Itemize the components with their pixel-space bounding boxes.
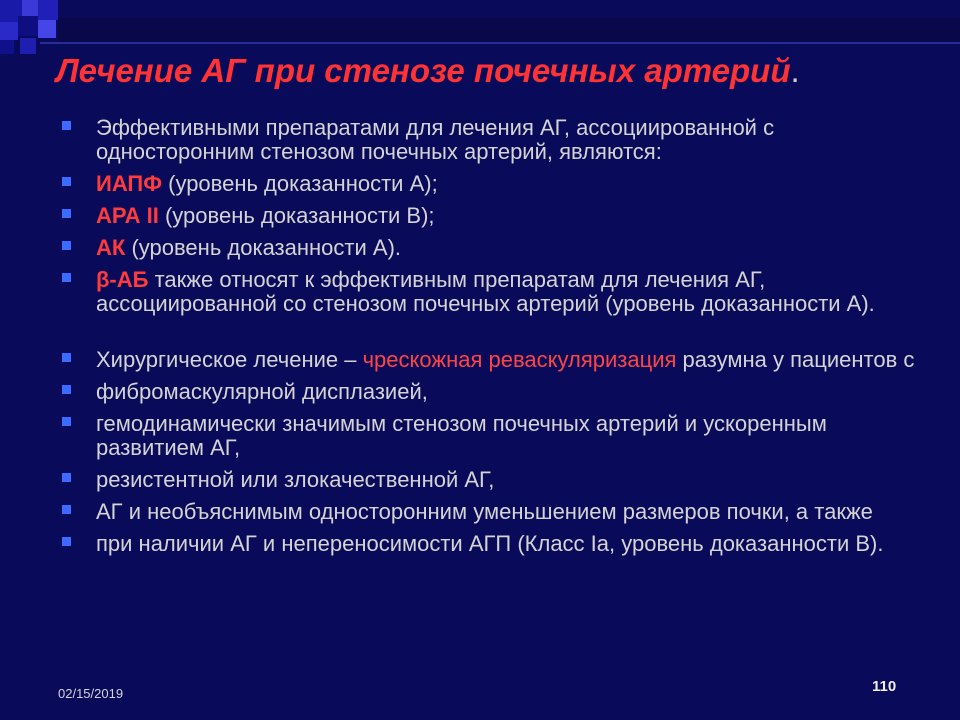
list-item-text: (уровень доказанности А). (125, 235, 402, 260)
bullet-square-icon (62, 417, 71, 426)
page-number: 110 (872, 678, 897, 695)
list-item (58, 348, 918, 372)
list-item-text: Хирургическое лечение – (96, 347, 363, 372)
bullet-list (58, 116, 918, 564)
list-item-text: резистентной или злокачественной АГ, (96, 467, 495, 492)
list-item-text: гемодинамически значимым стенозом почечных артерий и ускоренным развитием АГ, (96, 411, 827, 460)
list-item (58, 412, 918, 460)
drug-class-label: АК (96, 235, 126, 260)
drug-class-label: ИАПФ (96, 171, 162, 196)
list-item-text: также относят к эффективным препаратам для лечения АГ, ассоциированной со стенозом почечных артерий (уровень доказанности А). (96, 267, 875, 316)
list-item-text: (уровень доказанности В); (158, 203, 435, 228)
list-item (58, 172, 918, 196)
drug-class-label: АРА II (96, 203, 159, 228)
top-bar (58, 18, 960, 42)
bullet-square-icon (62, 273, 71, 282)
bullet-square-icon (62, 241, 71, 250)
list-item (58, 268, 918, 316)
bullet-square-icon (62, 385, 71, 394)
slide-title-text: Лечение АГ при стенозе почечных артерий (56, 52, 791, 89)
drug-class-label: β-АБ (96, 267, 149, 292)
bullet-square-icon (62, 473, 71, 482)
list-item (58, 116, 918, 164)
list-item (58, 380, 918, 404)
bullet-square-icon (62, 177, 71, 186)
footer-date: 02/15/2019 (58, 686, 124, 701)
list-item (58, 500, 918, 524)
bullet-square-icon (62, 209, 71, 218)
bullet-square-icon (62, 121, 71, 130)
bullet-square-icon (62, 505, 71, 514)
spacer (58, 324, 918, 348)
list-item-text: при наличии АГ и непереносимости АГП (Класс Ia, уровень доказанности В). (96, 531, 884, 556)
list-item-text: АГ и необъяснимым односторонним уменьшением размеров почки, а также (96, 499, 873, 524)
title-divider (40, 42, 960, 44)
list-item (58, 236, 918, 260)
list-item (58, 204, 918, 228)
highlight-text: чрескожная реваскуляризация (362, 347, 677, 372)
list-item (58, 532, 918, 556)
list-item-text: (уровень доказанности А); (162, 171, 438, 196)
list-item-text: разумна у пациентов с (676, 347, 915, 372)
slide-title (56, 52, 936, 90)
bullet-square-icon (62, 353, 71, 362)
slide-title-dot: . (790, 52, 800, 89)
list-item-text: Эффективными препаратами для лечения АГ, ассоциированной с односторонним стенозом почечных артерий, являются: (96, 115, 775, 164)
list-item-text: фибромаскулярной дисплазией, (96, 379, 428, 404)
bullet-square-icon (62, 537, 71, 546)
list-item (58, 468, 918, 492)
